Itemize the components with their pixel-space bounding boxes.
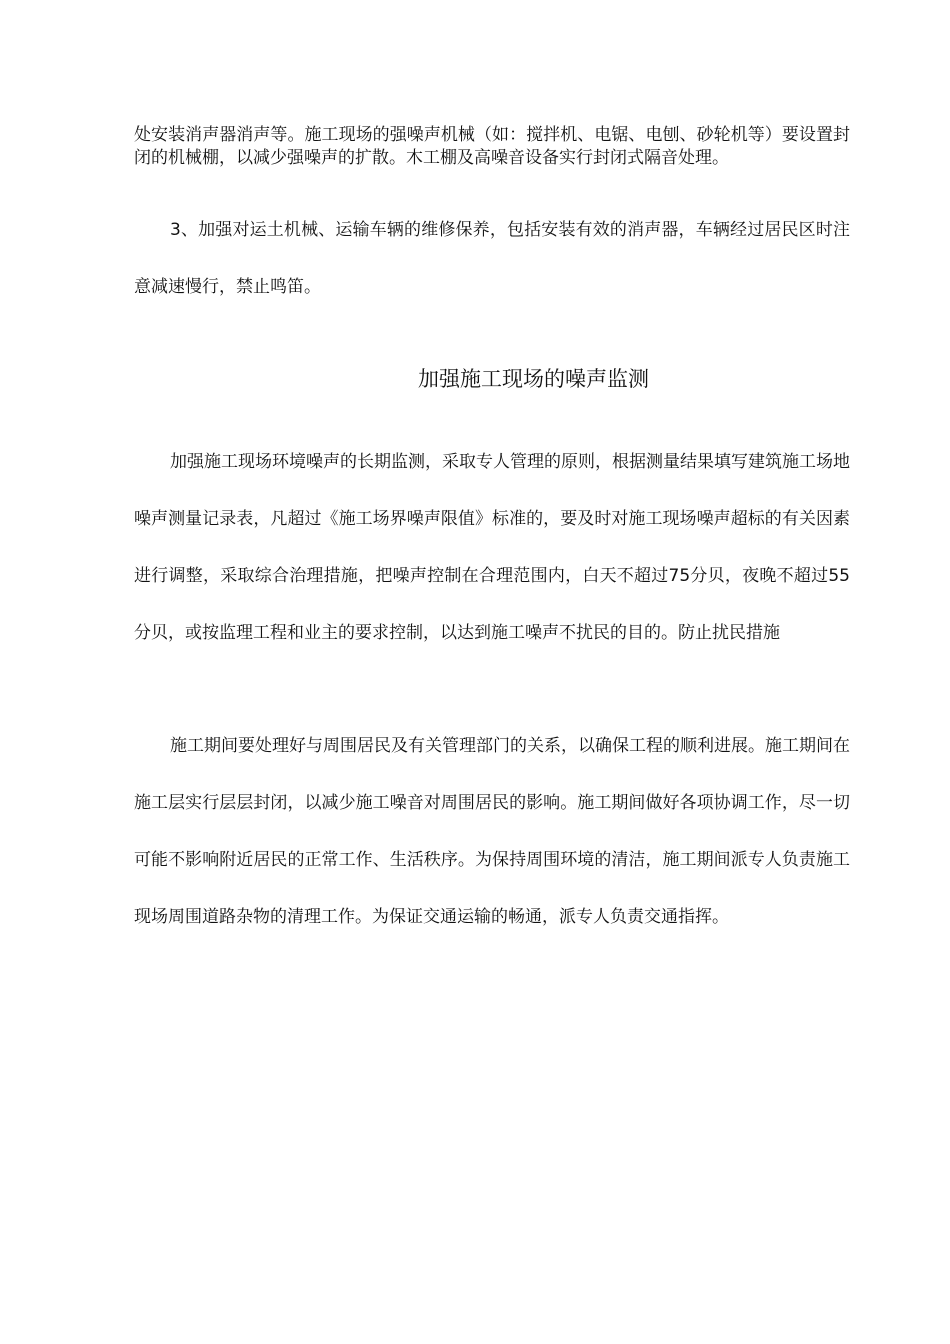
paragraph-vehicle-maintenance: 3、加强对运土机械、运输车辆的维修保养，包括安装有效的消声器，车辆经过居民区时注意减速慢行，禁止鸣笛。 [134,220,850,297]
paragraph-noise-equipment: 处安装消声器消声等。施工现场的强噪声机械（如：搅拌机、电锯、电刨、砂轮机等）要设置封闭的机械棚，以减少强噪声的扩散。木工棚及高噪音设备实行封闭式隔音处理。 [134,125,850,168]
paragraph-disturbance-measures: 施工期间要处理好与周围居民及有关管理部门的关系，以确保工程的顺利进展。施工期间在施工层实行层层封闭，以减少施工噪音对周围居民的影响。施工期间做好各项协调工作，尽一切可能不影响附近居民的正常工作、生活秩序。为保持周围环境的清洁，施工期间派专人负责施工现场周围道路杂物的清理工作。为保证交通运输的畅通，派专人负责交通指挥。 [134,736,850,927]
paragraph-noise-monitoring: 加强施工现场环境噪声的长期监测，采取专人管理的原则，根据测量结果填写建筑施工场地噪声测量记录表，凡超过《施工场界噪声限值》标准的，要及时对施工现场噪声超标的有关因素进行调整，采取综合治理措施，把噪声控制在合理范围内，白天不超过75分贝，夜晚不超过55分贝，或按监理工程和业主的要求控制，以达到施工噪声不扰民的目的。防止扰民措施 [134,452,850,643]
section-heading: 加强施工现场的噪声监测 [418,367,649,391]
